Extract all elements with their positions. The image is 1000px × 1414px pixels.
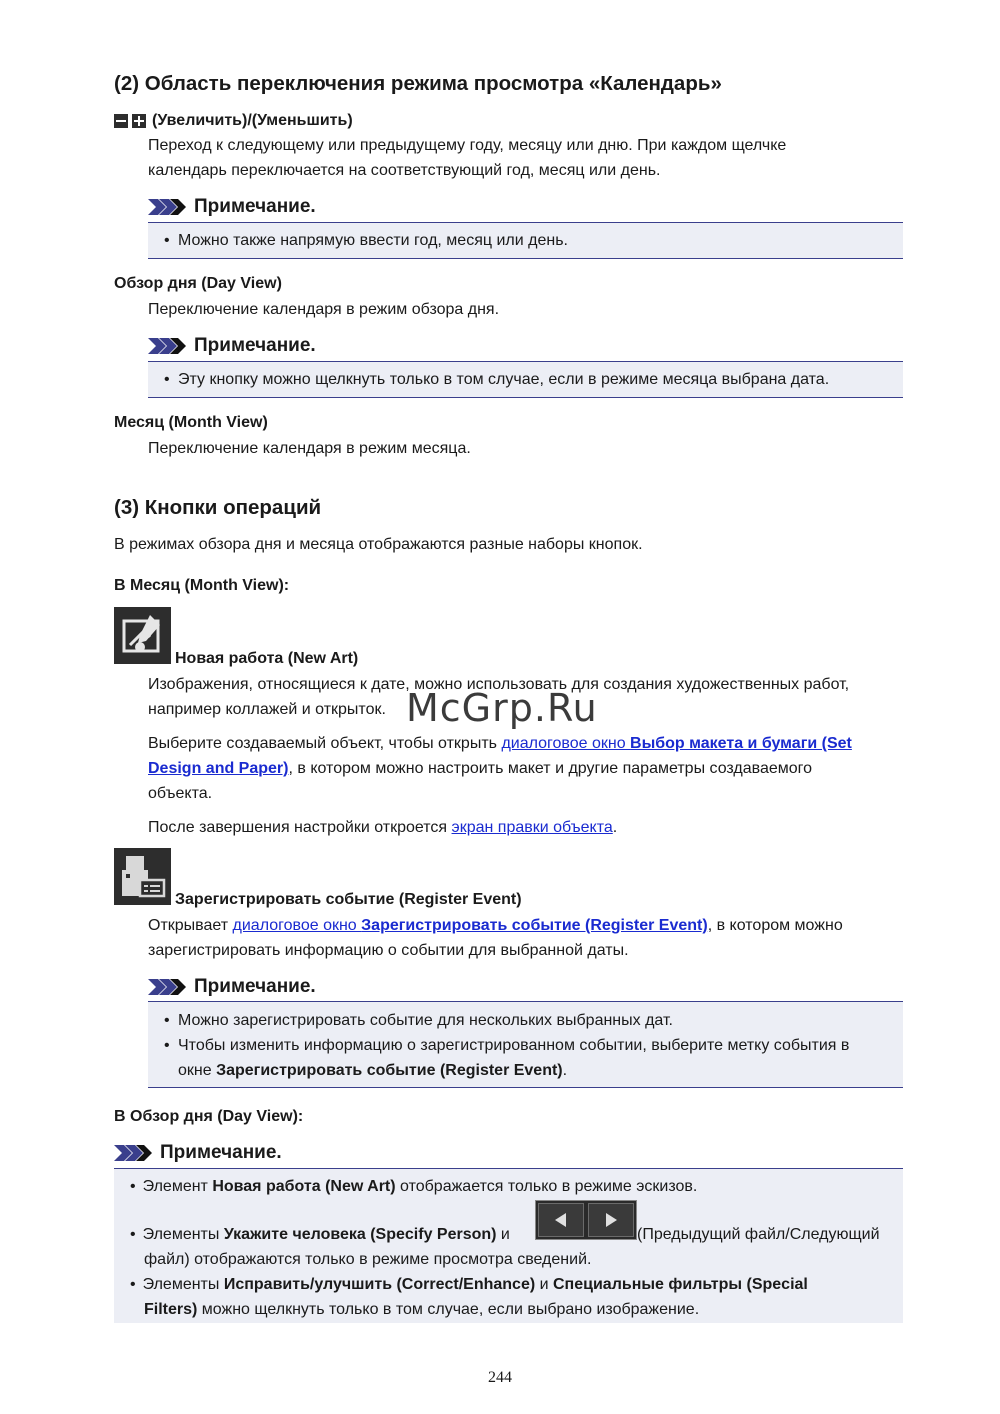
register-event-desc-line2: зарегистрировать информацию о событии для выбранной даты. <box>148 942 629 959</box>
new-art-button[interactable] <box>114 607 171 664</box>
note-box <box>148 222 903 259</box>
note-box <box>148 1001 903 1088</box>
zoom-desc-line2: календарь переключается на соответствующий год, месяц или день. <box>148 162 661 179</box>
day-note-item2-line1: • Элементы Укажите человека (Specify Person) и <box>130 1226 510 1243</box>
day-buttons-heading: В Обзор дня (Day View): <box>114 1108 304 1125</box>
page-number: 244 <box>488 1369 512 1386</box>
month-view-desc: Переключение календаря в режим месяца. <box>148 440 471 457</box>
set-design-paper-link-cont[interactable]: Design and Paper) <box>148 760 289 777</box>
new-art-desc-line1: Изображения, относящиеся к дате, можно использовать для создания художественных работ, <box>148 676 850 693</box>
note-arrows-icon <box>148 338 188 354</box>
month-view-heading: Месяц (Month View) <box>114 414 268 431</box>
new-art-desc-line2: например коллажей и открыток. <box>148 701 386 718</box>
note-item: • Можно также напрямую ввести год, месяц или день. <box>148 228 903 253</box>
register-event-icon <box>114 848 171 905</box>
register-event-button[interactable] <box>114 848 171 905</box>
day-note-item3-line2: Filters) можно щелкнуть только в том случае, если выбрано изображение. <box>144 1301 700 1318</box>
edit-item-screen-link[interactable]: экран правки объекта <box>451 819 613 836</box>
zoom-label: (Увеличить)/(Уменьшить) <box>152 112 353 129</box>
note-item: • Чтобы изменить информацию о зарегистрированном событии, выберите метку события в окне Зарегистрировать событие (Register Event). <box>148 1033 903 1083</box>
next-file-button[interactable] <box>588 1203 634 1237</box>
new-art-label: Новая работа (New Art) <box>175 650 359 667</box>
zoom-in-icon <box>132 114 146 128</box>
day-note-item2-after: (Предыдущий файл/Следующий <box>637 1226 880 1243</box>
note-item: • Можно зарегистрировать событие для нескольких выбранных дат. <box>148 1008 903 1033</box>
register-event-label: Зарегистрировать событие (Register Event) <box>175 891 522 908</box>
month-buttons-heading: В Месяц (Month View): <box>114 577 290 594</box>
set-design-paper-link[interactable]: диалоговое окно Выбор макета и бумаги (Set <box>501 735 852 752</box>
new-art-para2-line3: объекта. <box>148 785 213 802</box>
note-arrows-icon <box>148 979 188 995</box>
new-art-para2-line2: Design and Paper), в котором можно настроить макет и другие параметры создаваемого <box>148 760 813 777</box>
register-event-desc-line1: Открывает диалоговое окно Зарегистрировать событие (Register Event), в котором можно <box>148 917 843 934</box>
arrow-left-icon <box>552 1211 570 1229</box>
register-event-link[interactable]: диалоговое окно Зарегистрировать событие (Register Event) <box>232 917 708 934</box>
note-item: • Эту кнопку можно щелкнуть только в том случае, если в режиме месяца выбрана дата. <box>148 367 903 392</box>
new-art-icon <box>114 607 171 664</box>
zoom-out-icon <box>114 114 128 128</box>
note-arrows-icon <box>148 199 188 215</box>
day-note-item2-line2: файл) отображаются только в режиме просмотра сведений. <box>144 1251 592 1268</box>
watermark: McGrp.Ru <box>406 686 598 730</box>
day-note-item1: • Элемент Новая работа (New Art) отображается только в режиме эскизов. <box>130 1178 698 1195</box>
note-header: Примечание. <box>148 976 316 998</box>
zoom-heading <box>114 112 353 130</box>
day-note-item3-line1: • Элементы Исправить/улучшить (Correct/Enhance) и Специальные фильтры (Special <box>130 1276 808 1293</box>
note-header: Примечание. <box>148 335 316 357</box>
section-3-intro: В режимах обзора дня и месяца отображаются разные наборы кнопок. <box>114 536 643 553</box>
day-view-desc: Переключение календаря в режим обзора дня. <box>148 301 500 318</box>
new-art-para3: После завершения настройки откроется экран правки объекта. <box>148 819 618 836</box>
note-arrows-icon <box>114 1145 154 1161</box>
section-2-title: (2) Область переключения режима просмотра «Календарь» <box>114 72 722 95</box>
prev-next-file-buttons <box>535 1200 637 1240</box>
previous-file-button[interactable] <box>538 1203 584 1237</box>
section-3-title: (3) Кнопки операций <box>114 496 322 519</box>
day-view-heading: Обзор дня (Day View) <box>114 275 282 292</box>
note-header: Примечание. <box>114 1142 282 1164</box>
note-header: Примечание. <box>148 196 316 218</box>
zoom-desc-line1: Переход к следующему или предыдущему году, месяцу или дню. При каждом щелчке <box>148 137 787 154</box>
new-art-para2-line1: Выберите создаваемый объект, чтобы открыть диалоговое окно Выбор макета и бумаги (Set <box>148 735 852 752</box>
arrow-right-icon <box>602 1211 620 1229</box>
note-box <box>148 361 903 398</box>
